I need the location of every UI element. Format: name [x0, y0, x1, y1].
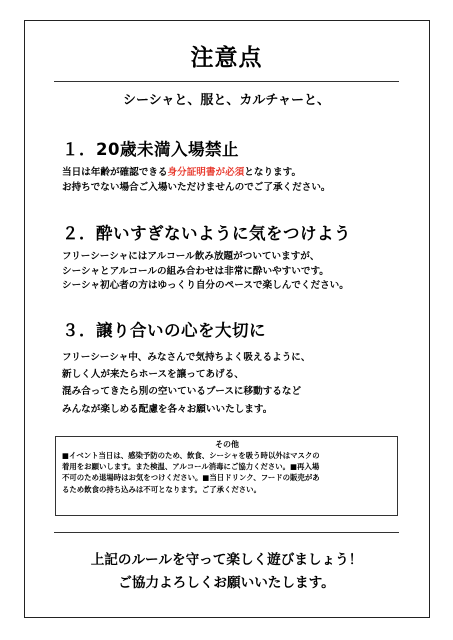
- section-sharing: [62, 321, 402, 418]
- section-line: フリーシーシャにはアルコール飲み放題がついていますが、: [62, 251, 320, 262]
- section-body: [62, 166, 402, 195]
- other-notes-line: 着用をお願いします。また検温、アルコール消毒にご協力ください。■再入場: [62, 462, 320, 472]
- footer-divider: [54, 532, 399, 533]
- section-line: シーシャ初心者の方はゆっくり自分のペースで楽しんでください。: [62, 280, 349, 291]
- section-body: [62, 250, 402, 294]
- id-required-highlight: 身分証明書が必須: [167, 167, 245, 178]
- other-notes-line: るため飲食の持ち込みは不可となります。ご了承ください。: [62, 484, 261, 494]
- section-text: となります。: [244, 167, 302, 178]
- section-line: みんなが楽しめる配慮を各々お願いいたします。: [62, 403, 273, 415]
- section-body: [62, 349, 402, 418]
- section-alcohol-caution: [62, 224, 402, 294]
- other-notes-title: その他: [215, 440, 239, 449]
- section-line: シーシャとアルコールの組み合わせは非常に酔いやすいです。: [62, 265, 329, 277]
- closing-line: ご協力よろしくお願いいたします。: [118, 575, 335, 591]
- other-notes-line: ■イベント当日は、感染予防のため、飲食、シーシャを吸う時以外はマスクの: [62, 451, 320, 460]
- section-heading: １．20歳未満入場禁止: [62, 140, 239, 159]
- page-title: 注意点: [190, 45, 263, 71]
- section-heading: ３．譲り合いの心を大切に: [62, 321, 266, 340]
- section-line: 混み合ってきたら別の空いているブースに移動するなど: [62, 386, 302, 398]
- section-age-restriction: [62, 140, 402, 195]
- section-heading: ２．酔いすぎないように気をつけよう: [62, 224, 351, 243]
- closing-line: 上記のルールを守って楽しく遊びましょう！: [90, 552, 363, 568]
- other-notes-line: 不可のため退場時はお気をつけください。■当日ドリンク、フードの販売があ: [62, 473, 320, 483]
- other-notes-body: [62, 450, 392, 495]
- other-notes-box: [55, 436, 398, 516]
- page-frame: [24, 20, 430, 618]
- section-line: 新しく人が来たらホースを譲ってあげる、: [62, 369, 244, 381]
- page-subtitle: シーシャと、服と、カルチャーと、: [122, 93, 331, 108]
- section-line: [62, 166, 402, 181]
- title-divider: [54, 81, 399, 82]
- closing-message: [0, 549, 453, 595]
- section-text: 当日は年齢が確認できる: [62, 167, 168, 178]
- section-line: お持ちでない場合ご入場いただけませんのでご了承ください。: [62, 181, 331, 193]
- section-line: フリーシーシャ中、みなさんで気持ちよく吸えるように、: [62, 352, 311, 363]
